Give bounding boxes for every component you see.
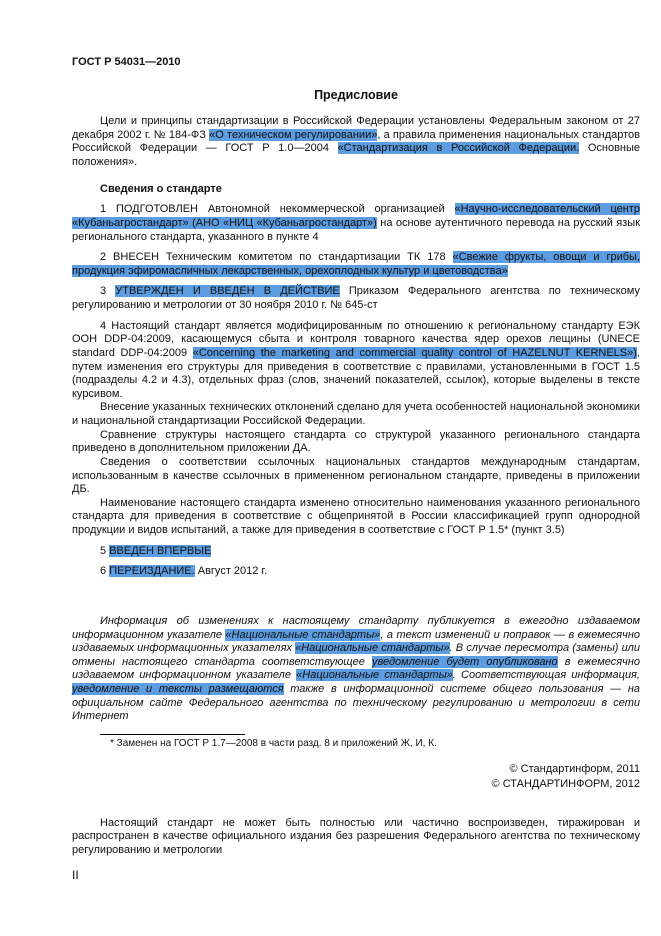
paragraph: Сравнение структуры настоящего стандарта со структурой указанного регионального стандарта приведено в дополнительном приложении ДА.	[72, 428, 640, 455]
highlighted-text: «Национальные стандарты»	[295, 642, 450, 655]
paragraph: Внесение указанных технических отклонений сделано для учета особенностей национальной экономики и национальной стандартизации Российской Федерации.	[72, 401, 640, 427]
highlighted-text: «Национальные стандарты»	[225, 628, 381, 641]
page-title: Предисловие	[314, 87, 398, 102]
document-code: ГОСТ Р 54031—2010	[72, 56, 181, 68]
paragraph: 2 ВНЕСЕН Техническим комитетом по стандартизации ТК 178 «Свежие фрукты, овощи и грибы, продукция эфиромасличных лекарственных, орехоплодных культур и цветоводства»	[72, 251, 640, 277]
copyright-line-2011: © Стандартинформ, 2011	[509, 763, 640, 776]
highlighted-text: «Concerning the marketing and commercial quality control of HAZELNUT KERNELS»)	[192, 346, 637, 359]
paragraph: 6 ПЕРЕИЗДАНИЕ. Август 2012 г.	[100, 565, 268, 578]
paragraph: Сведения о соответствии ссылочных национальных стандартов международным стандартам, использованным в качестве ссылочных в примененном региональном стандарте, приведены в приложении ДБ.	[72, 455, 640, 496]
footnote-section	[72, 734, 640, 750]
footnote-rule	[100, 734, 245, 735]
highlighted-text: «Научно-исследовательский центр «Кубаньагростандарт» (АНО «НИЦ «Кубаньагростандарт»)	[72, 203, 640, 229]
highlighted-text: «О техническом регулировании»	[209, 128, 378, 141]
highlighted-text: «Национальные стандарты»	[296, 669, 453, 682]
copyright-line-2012: © СТАНДАРТИНФОРМ, 2012	[491, 777, 640, 790]
paragraph: 5 ВВЕДЕН ВПЕРВЫЕ	[100, 544, 212, 557]
paragraph: 1 ПОДГОТОВЛЕН Автономной некоммерческой организацией «Научно-исследовательский центр «Кубаньагростандарт» (АНО «НИЦ «Кубаньагростандарт») на основе аутентичного перевода на русский язык регионального стандарта, указанного в пункте 4	[72, 203, 641, 243]
paragraph: 4 Настоящий стандарт является модифицированным по отношению к региональному стандарту ЕЭК ООН DDP-04:2009, касающемуся сбыта и контроля товарного качества ядер орехов лещины (UNECE standard DDP-04:2009 «Concerning the marketing and commercial quality control of HAZELNUT KERNELS»), путем изменения его структуры для приведения в соответствие с правилами, установленными в ГОСТ 1.5 (подразделы 4.2 и 4.3), отдельных фраз (слов, значений показателей, ссылок), которые выделены в тексте курсивом.	[72, 319, 640, 400]
document-body	[72, 115, 640, 724]
highlighted-text: ПЕРЕИЗДАНИЕ.	[109, 565, 195, 578]
paragraph: Наименование настоящего стандарта изменено относительно наименования указанного регионального стандарта для приведения в соответствие с общепринятой в России классификацией групп однородной продукции и видов испытаний, а также для приведения в соответствие с ГОСТ Р 1.5* (пункт 3.5)	[72, 496, 640, 536]
paragraph: Информация об изменениях к настоящему стандарту публикуется в ежегодно издаваемом информационном указателе «Национальные стандарты», а текст изменений и поправок — в ежемесячно издаваемых информационных указателях «Национальные стандарты». В случае пересмотра (замены) или отмены настоящего стандарта соответствующее уведомление будет опубликовано в ежемесячно издаваемом информационном указателе «Национальные стандарты». Соответствующая информация, уведомление и тексты размещаются также в информационной системе общего пользования — на официальном сайте Федерального агентства по техническому регулированию и метрологии в сети Интернет	[72, 614, 641, 723]
highlighted-text: УТВЕРЖДЕН И ВВЕДЕН В ДЕЙСТВИЕ	[115, 285, 340, 298]
page-number: II	[72, 867, 79, 882]
highlighted-text: уведомление будет опубликовано	[371, 655, 558, 668]
paragraph: 3 УТВЕРЖДЕН И ВВЕДЕН В ДЕЙСТВИЕ Приказом Федерального агентства по техническому регулированию и метрологии от 30 ноября 2010 г. № 645-ст	[72, 285, 640, 311]
highlighted-text: «Стандартизация в Российской Федерации.	[337, 142, 580, 155]
copyright-block	[72, 762, 640, 791]
legal-notice: Настоящий стандарт не может быть полностью или частично воспроизведен, тиражирован и распространен в качестве официального издания без разрешения Федерального агентства по техническому регулированию и метрологии	[72, 816, 640, 857]
section-heading: Сведения о стандарте	[100, 182, 222, 195]
paragraph: Цели и принципы стандартизации в Российской Федерации установлены Федеральным законом от 27 декабря 2002 г. № 184-ФЗ «О техническом регулировании», а правила применения национальных стандартов Российской Федерации — ГОСТ Р 1.0—2004 «Стандартизация в Российской Федерации. Основные положения».	[72, 115, 641, 168]
highlighted-text: ВВЕДЕН ВПЕРВЫЕ	[109, 544, 212, 557]
highlighted-text: уведомление и тексты размещаются	[72, 683, 284, 695]
footnote-text: * Заменен на ГОСТ Р 1.7—2008 в части разд. 8 и приложений Ж, И, К.	[110, 737, 437, 749]
highlighted-text: «Свежие фрукты, овощи и грибы, продукция эфиромасличных лекарственных, орехоплодных культур и цветоводства»	[72, 251, 640, 277]
